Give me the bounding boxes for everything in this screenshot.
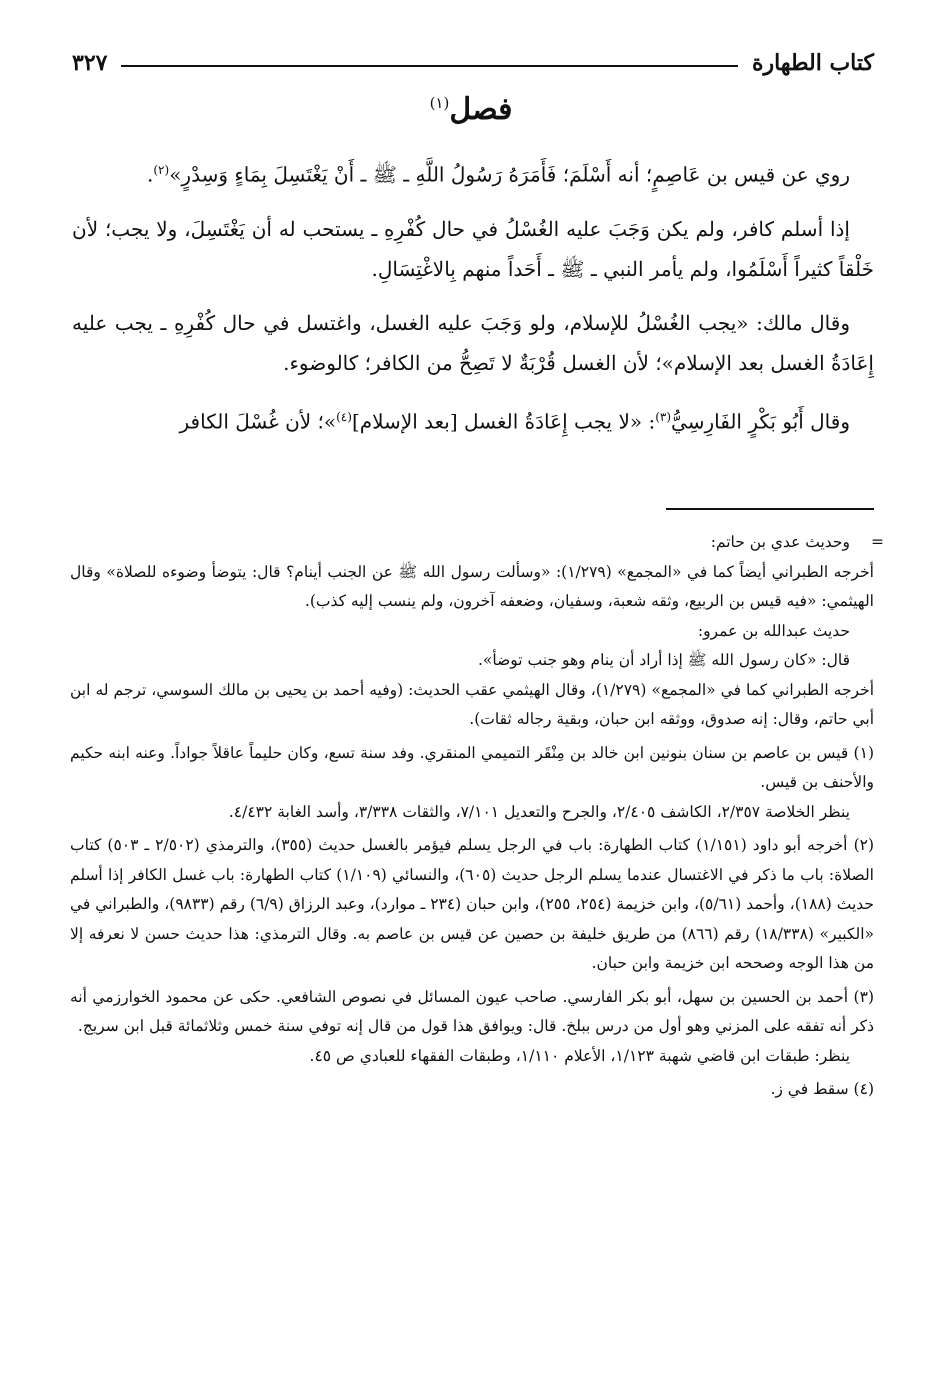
- footnote-continuation: [70, 528, 884, 735]
- footnote-line: وحديث عدي بن حاتم:: [710, 533, 850, 551]
- continuation-mark: =: [871, 533, 884, 551]
- footnote-text: أخرجه أبو داود (١/١٥١) كتاب الطهارة: باب في الرجل يسلم فيؤمر بالغسل حديث (٣٥٥)، والترمذي (٢/٥٠٢ ـ ٥٠٣) كتاب الصلاة: باب ما ذكر في الاغتسال عندما يسلم الرجل حديث (٦٠٥)، والنسائي (١/١٠٩) كتاب الطهارة: باب غسل الكافر إذا أسلم حديث (١٨٨)، وأحمد (٥/٦١)، وابن خزيمة (٢٥٤، ٢٥٥)، وابن حبان (٢٣٤ ـ موارد)، وعبد الرزاق (٦/٩) رقم (٩٨٣٣)، والطبراني في «الكبير» (١٨/٣٣٨) رقم (٨٦٦) من طريق خليفة بن حصين عن قيس بن عاصم به. وقال الترمذي: هذا حديث حسن لا نعرفه إلا من هذا الوجه وصححه ابن خزيمة وابن حبان.: [70, 836, 875, 972]
- section-title: [0, 92, 942, 127]
- footnote-number: (٣): [853, 987, 874, 1006]
- footnote-line: أخرجه الطبراني كما في «المجمع» (١/٢٧٩)، وقال الهيثمي عقب الحديث: (وفيه أحمد بن يحيى بن مالك السوسي، ترجم له ابن أبي حاتم، وقال: إنه صدوق، ووثقه ابن حبان، وبقية رجاله ثقات).: [70, 680, 874, 728]
- main-text: [72, 150, 874, 455]
- footnote-1: [70, 739, 874, 798]
- footnote-line: قال: «كان رسول الله ﷺ إذا أراد أن ينام وهو جنب توضأ».: [478, 651, 850, 669]
- footnote-text: قيس بن عاصم بن سنان بنونين ابن خالد بن مِنْقَر التميمي المنقري. وفد سنة تسع، وكان حليماً عاقلاً جواداً. وعنه ابنه حكيم والأحنف بن قيس.: [70, 743, 874, 791]
- header-rule: [121, 65, 738, 67]
- paragraph-1-end: .: [147, 162, 154, 187]
- footnote-2: [70, 831, 874, 979]
- footnote-number: (١): [853, 743, 874, 762]
- paragraph-4-text-c: »؛ لأن غُسْلَ الكافر: [179, 409, 337, 434]
- footnote-line: حديث عبدالله بن عمرو:: [697, 621, 850, 640]
- paragraph-4-text-b: : «لا يجب إِعَادَةُ الغسل [بعد الإسلام]: [351, 409, 656, 434]
- footnote-ref: (٤): [336, 409, 352, 424]
- paragraph-1: [72, 150, 874, 195]
- footnote-ref: (١): [429, 94, 450, 112]
- paragraph-4-text-a: وقال أَبُو بَكْرٍ الفَارِسِيُّ: [671, 409, 850, 434]
- footnote-4: [70, 1075, 874, 1105]
- footnote-ref: (٣): [655, 409, 672, 424]
- footnote-3: [70, 983, 874, 1042]
- footnote-number: (٤): [853, 1080, 874, 1098]
- paragraph-4: [72, 397, 874, 442]
- footnote-line: أخرجه الطبراني أيضاً كما في «المجمع» (١/٢٧٩): «وسألت رسول الله ﷺ عن الجنب أينام؟ قال: يتوضأ وضوءه للصلاة» وقال الهيثمي: «فيه قيس بن الربيع، وثقه شعبة، وسفيان، وضعفه آخرون، ولم ينسب إليه كذب).: [70, 562, 874, 610]
- running-header: [72, 36, 874, 76]
- footnote-divider: [666, 508, 874, 510]
- page-number: ٣٢٧: [72, 50, 108, 76]
- footnote-1-refs: ينظر الخلاصة ٢/٣٥٧، الكاشف ٢/٤٠٥، والجرح والتعديل ٧/١٠١، والثقات ٣/٣٣٨، وأسد الغابة ٤/٤٣٢.: [228, 802, 850, 821]
- book-title: كتاب الطهارة: [751, 50, 874, 76]
- footnote-3-refs: ينظر: طبقات ابن قاضي شهبة ١/١٢٣، الأعلام ١/١١٠، وطبقات الفقهاء للعبادي ص ٤٥.: [309, 1046, 850, 1065]
- paragraph-3: وقال مالك: «يجب الغُسْلُ للإسلام، ولو وَجَبَ عليه الغسل، واغتسل في حال كُفْرِهِ ـ يجب عليه إِعَادَةُ الغسل بعد الإسلام»؛ لأن الغسل قُرْبَةٌ لا تَصِحُّ من الكافر؛ كالوضوء.: [72, 310, 874, 375]
- footnotes: [70, 528, 884, 1105]
- footnote-ref: (٢): [153, 163, 170, 177]
- footnote-number: (٢): [853, 836, 875, 854]
- paragraph-2: إذا أسلم كافر، ولم يكن وَجَبَ عليه الغُسْلُ في حال كُفْرِهِ ـ يستحب له أن يَغْتَسِلَ، ولا يجب؛ لأن خَلْقاً كثيراً أَسْلَمُوا، ولم يأمر النبي ـ ﷺ ـ أَحَداً منهم بِالاغْتِسَالِ.: [72, 216, 874, 281]
- footnote-text: أحمد بن الحسين بن سهل، أبو بكر الفارسي. صاحب عيون المسائل في نصوص الشافعي. حكى عن محمود الخوارزمي أنه ذكر أنه تفقه على المزني وهو أول من درس ببلخ. قال: ويوافق هذا قول من قال إنه توفي سنة خمس وثلاثمائة قبل ابن سريج.: [70, 987, 874, 1035]
- section-title-text: فصل: [449, 92, 513, 127]
- paragraph-1-text: روي عن قيس بن عَاصِمٍ؛ أنه أَسْلَمَ؛ فَأَمَرَهُ رَسُولُ اللَّهِ ـ ﷺ ـ أَنْ يَغْتَسِلَ بِمَاءٍ وَسِدْرٍ»: [169, 162, 850, 187]
- footnote-text: سقط في ز.: [770, 1080, 849, 1098]
